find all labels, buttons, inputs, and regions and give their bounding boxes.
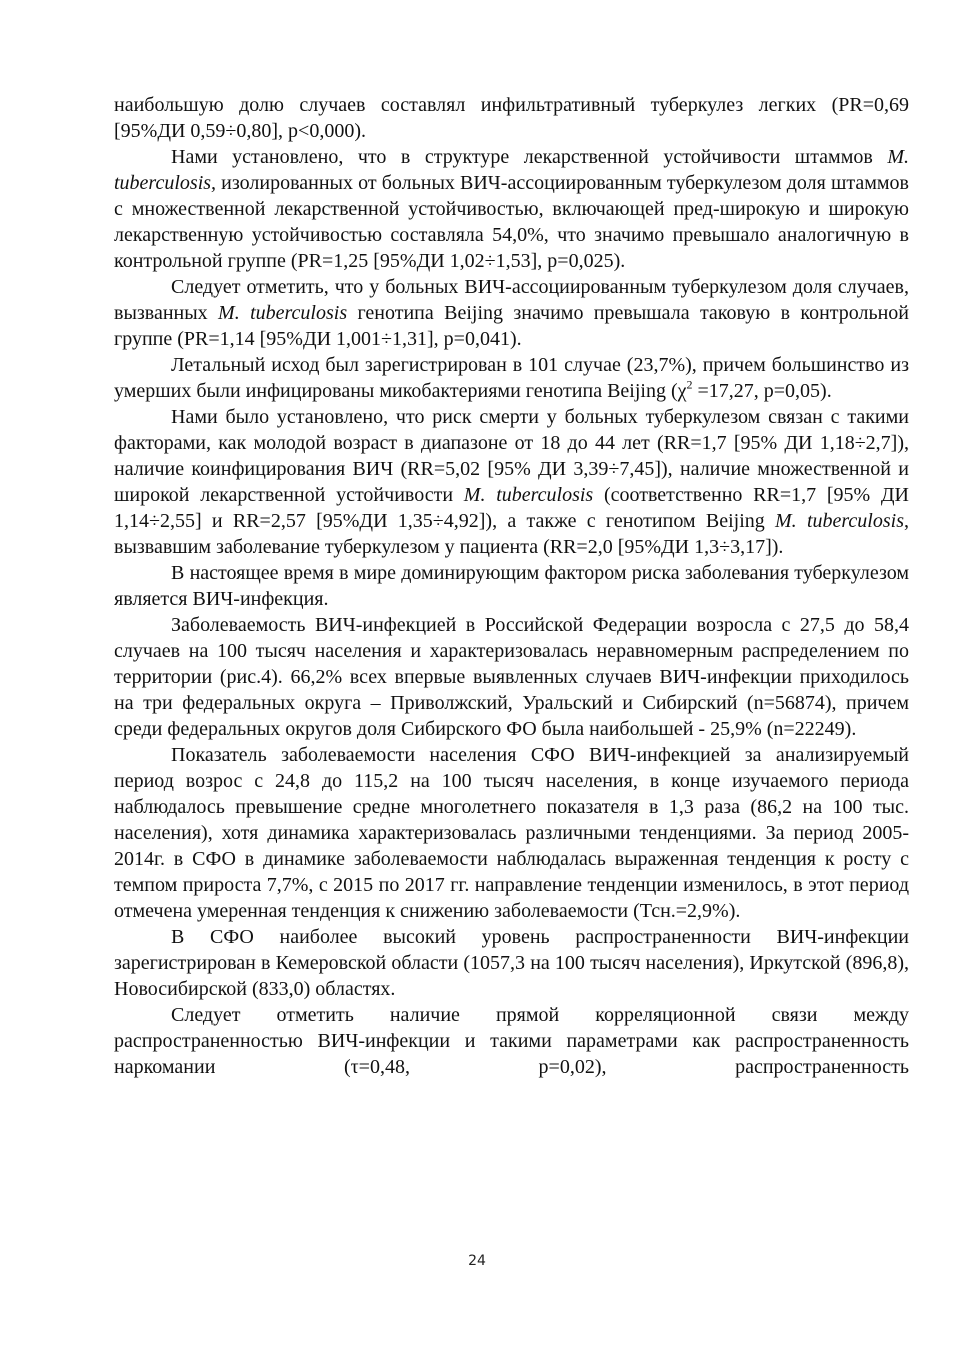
text-run: Нами установлено, что в структуре лекарственной устойчивости штаммов [171,146,888,168]
document-body [114,92,909,1080]
paragraph-5 [114,404,909,560]
paragraph-8 [114,742,909,924]
species-name: M. tuberculosis [218,302,348,324]
text-run: , вызвавшим заболевание туберкулезом у пациента (RR=2,0 [95%ДИ 1,3÷3,17]). [114,510,909,558]
chi-square-superscript: 2 [686,377,693,392]
text-run: генотипа Beijing значимо превышала таковую в контрольной группе (PR=1,14 [95%ДИ 1,001÷1,31], p=0,041). [114,302,909,350]
paragraph-6 [114,560,909,612]
text-run: Летальный исход был зарегистрирован в 101 случае (23,7%), причем большинство из умерших были инфицированы микобактериями генотипа Beijing (χ [114,354,909,402]
text-run: наибольшую долю случаев составлял инфильтративный туберкулез легких (PR=0,69 [95%ДИ 0,59÷0,80], p<0,000). [114,94,909,142]
species-name: M. tuberculosis [775,510,904,532]
species-name: M. tuberculosis, [114,146,909,194]
paragraph-10 [114,1002,909,1080]
species-name: M. tuberculosis [463,484,594,506]
paragraph-7 [114,612,909,742]
text-run: =17,27, p=0,05). [692,380,832,402]
page-number: 24 [468,1253,486,1269]
text-run: Показатель заболеваемости населения СФО ВИЧ-инфекцией за анализируемый период возрос с 24,8 до 115,2 на 100 тысяч населения, в конце изучаемого периода наблюдалось превышение средне многолетнего показателя в 1,3 раза (86,2 на 100 тыс. населения), хотя динамика характеризовалась различными тенденциями. За период 2005-2014г. в СФО в динамике заболеваемости наблюдалась выраженная тенденция к росту с темпом прироста 7,7%, с 2015 по 2017 гг. направление тенденции изменилось, в этот период отмечена умеренная тенденция к снижению заболеваемости (Тсн.=2,9%). [114,744,909,922]
text-run: Нами было установлено, что риск смерти у больных туберкулезом связан с такими факторами, как молодой возраст в диапазоне от 18 до 44 лет (RR=1,7 [95% ДИ 1,18÷2,7]), наличие коинфицирования ВИЧ (RR=5,02 [95% ДИ 3,39÷7,45]), наличие множественной и широкой лекарственной устойчивости [114,406,909,506]
text-run: изолированных от больных ВИЧ-ассоциированным туберкулезом доля штаммов с множественной лекарственной устойчивостью, включающей пред-широкую и широкую лекарственную устойчивостью составляла 54,0%, что значимо превышало аналогичную в контрольной группе (PR=1,25 [95%ДИ 1,02÷1,53], p=0,025). [114,172,909,272]
paragraph-1 [114,92,909,144]
text-run: Следует отметить, что у больных ВИЧ-ассоциированным туберкулезом доля случаев, вызванных [114,276,909,324]
text-run: Заболеваемость ВИЧ-инфекцией в Российской Федерации возросла с 27,5 до 58,4 случаев на 100 тысяч населения и характеризовалась неравномерным распределением по территории (рис.4). 66,2% всех впервые выявленных случаев ВИЧ-инфекции приходилось на три федеральных округа – Приволжский, Уральский и Сибирский (n=56874), причем среди федеральных округов доля Сибирского ФО была наибольшей - 25,9% (n=22249). [114,614,909,740]
paragraph-2 [114,144,909,274]
paragraph-9 [114,924,909,1002]
text-run: (соответственно RR=1,7 [95% ДИ 1,14÷2,55] и RR=2,57 [95%ДИ 1,35÷4,92]), а также с генотипом Beijing [114,484,909,532]
text-run: Следует отметить наличие прямой корреляционной связи между распространенностью ВИЧ-инфекции и такими параметрами как распространенность наркомании (τ=0,48, p=0,02), распространенность [114,1004,909,1078]
paragraph-3 [114,274,909,352]
text-run: В СФО наиболее высокий уровень распространенности ВИЧ-инфекции зарегистрирован в Кемеровской области (1057,3 на 100 тысяч населения), Иркутской (896,8), Новосибирской (833,0) областях. [114,926,909,1000]
paragraph-4 [114,352,909,404]
text-run: В настоящее время в мире доминирующим фактором риска заболевания туберкулезом является ВИЧ-инфекция. [114,562,909,610]
